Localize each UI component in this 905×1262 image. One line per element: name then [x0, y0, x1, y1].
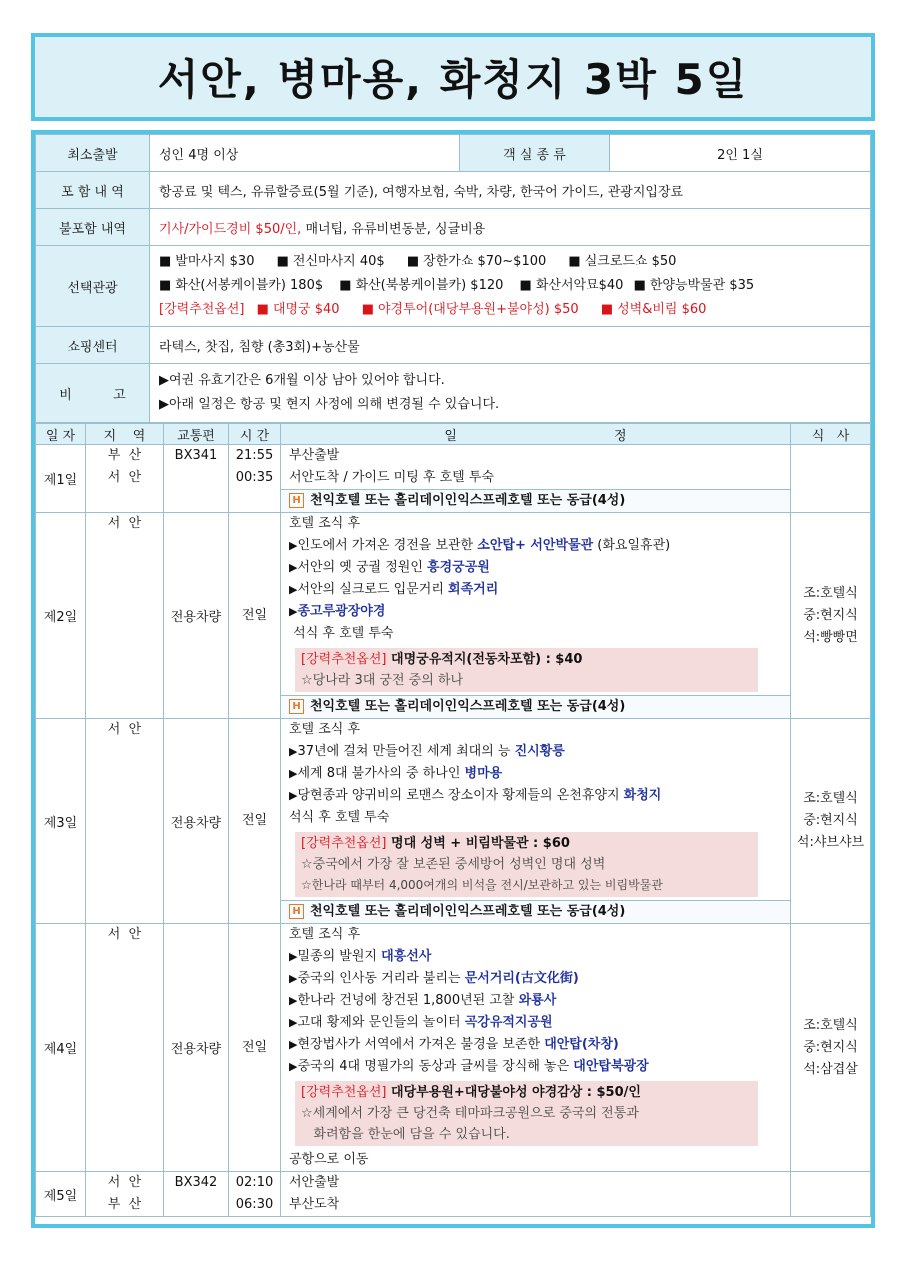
plan-line: 서안출발	[289, 1175, 340, 1190]
day-row-2	[36, 513, 871, 719]
bullet-text: 인도에서 가져온 경전을 보관한	[297, 538, 478, 553]
title-banner	[31, 33, 875, 121]
day-meal	[791, 924, 871, 1172]
col-time-header: 시 간	[229, 424, 281, 445]
bullet-text: 현장법사가 서역에서 가져온 불경을 보존한	[297, 1037, 545, 1052]
remark-line: ▶여권 유효기간은 6개월 이상 남아 있어야 합니다.	[159, 373, 445, 388]
day-plan	[281, 719, 791, 924]
region-name: 서 안	[107, 1175, 142, 1190]
plan-outro: 석식 후 호텔 투숙	[289, 626, 394, 641]
bullet-highlight: 흥경궁공원	[427, 560, 490, 575]
plan-intro: 호텔 조식 후	[289, 927, 361, 942]
day-time	[229, 445, 281, 513]
bullet-highlight: 종고루광장야경	[297, 604, 386, 619]
meal-item: 석:샤브샤브	[796, 835, 865, 850]
day-label: 제3일	[36, 719, 86, 924]
meal-item: 조:호텔식	[803, 1017, 858, 1033]
col-region-header: 지 역	[86, 424, 164, 445]
options-line-1	[159, 250, 870, 274]
plan-bullet	[289, 1034, 784, 1056]
plan-intro: 호텔 조식 후	[289, 722, 361, 737]
day-time: 전일	[229, 513, 281, 719]
options-label: 선택관광	[36, 246, 150, 327]
bullet-text: 당현종과 양귀비의 로맨스 장소이자 황제들의 온천휴양지	[297, 788, 624, 803]
day-region	[86, 924, 164, 1172]
hotel-text: 천익호텔 또는 홀리데이인익스프레호텔 또는 동급(4성)	[310, 493, 626, 508]
bullet-text: 밀종의 발원지	[297, 949, 382, 964]
option-item: ■ 성벽&비림 $60	[601, 302, 707, 317]
recommended-option-tag: [강력추천옵션]	[159, 302, 245, 317]
day-transport: 전용차량	[164, 719, 229, 924]
hotel-icon: H	[289, 493, 304, 508]
itinerary-frame	[31, 130, 875, 1228]
day-row-5	[36, 1172, 871, 1217]
time-value: 21:55	[235, 448, 274, 463]
info-table	[35, 134, 871, 423]
day-label: 제1일	[36, 445, 86, 513]
option-note: ☆세계에서 가장 큰 당건축 테마파크공원으로 중국의 전통과	[301, 1106, 639, 1121]
option-note: ☆중국에서 가장 잘 보존된 중세방어 성벽인 명대 성벽	[301, 857, 606, 872]
option-item: ■ 화산(서봉케이블카) 180$	[159, 278, 323, 293]
region-name: 서 안	[107, 470, 142, 485]
day-transport: 전용차량	[164, 924, 229, 1172]
bullet-highlight: 대흥선사	[381, 949, 432, 964]
included-label: 포 함 내 역	[36, 172, 150, 209]
plan-bullet	[289, 741, 784, 763]
bullet-text: 한나라 건넝에 창건된 1,800년된 고찰	[297, 993, 519, 1008]
day-label: 제4일	[36, 924, 86, 1172]
meal-item: 중:현지식	[803, 813, 858, 828]
bullet-highlight: 병마용	[464, 766, 503, 781]
bullet-text: 중국의 4대 명필가의 동상과 글씨를 장식해 놓은	[297, 1059, 574, 1074]
remark-line: ▶아래 일정은 항공 및 현지 사정에 의해 변경될 수 있습니다.	[159, 397, 500, 412]
bullet-highlight: 대안탑북광장	[573, 1059, 649, 1074]
min-departure-value: 성인 4명 이상	[150, 135, 460, 172]
schedule-table	[35, 423, 871, 1217]
option-item: ■ 전신마사지 40$	[277, 254, 385, 269]
bullet-highlight: 회족거리	[448, 582, 499, 597]
meal-item: 조:호텔식	[803, 585, 858, 601]
bullet-text: 37년에 걸쳐 만들어진 세계 최대의 능	[297, 744, 515, 759]
plan-line: 부산도착	[289, 1197, 340, 1212]
plan-bullet	[289, 785, 784, 807]
region-name: 부 산	[107, 448, 142, 463]
day-plan	[281, 924, 791, 1172]
included-value: 항공료 및 텍스, 유류할증료(5월 기준), 여행자보험, 숙박, 차량, 한국어 가이드, 관광지입장료	[150, 172, 871, 209]
option-item: ■ 발마사지 $30	[159, 254, 254, 269]
hotel-text: 천익호텔 또는 홀리데이인익스프레호텔 또는 동급(4성)	[310, 904, 626, 919]
time-value: 06:30	[235, 1197, 274, 1212]
excluded-rest-text: 매너팁, 유류비변동분, 싱글비용	[301, 221, 486, 237]
hotel-line	[281, 900, 790, 923]
options-line-2	[159, 274, 870, 298]
plan-bullet	[289, 579, 784, 601]
bullet-text: 고대 황제와 문인들의 놀이터	[297, 1015, 465, 1030]
day-row-3	[36, 719, 871, 924]
bullet-text: 서안의 옛 궁궐 정원인	[297, 560, 428, 575]
bullet-highlight: 진시황릉	[514, 744, 565, 759]
bullet-suffix: (화요일휴관)	[593, 538, 671, 553]
bullet-text: 중국의 인사동 거리라 불리는	[297, 971, 465, 986]
bullet-highlight: 소안탑+ 서안박물관	[477, 538, 594, 553]
day-label: 제2일	[36, 513, 86, 719]
region-name: 부 산	[107, 1197, 142, 1212]
region-name: 서 안	[107, 516, 142, 531]
room-type-value: 2인 1실	[610, 135, 871, 172]
col-meal-header: 식 사	[791, 424, 871, 445]
day-meal	[791, 719, 871, 924]
option-item: ■ 야경투어(대당부용원+불야성) $50	[362, 302, 579, 317]
meal-item: 중:현지식	[803, 607, 858, 623]
plan-bullet	[289, 557, 784, 579]
plan-bullet	[289, 763, 784, 785]
time-value: 02:10	[235, 1175, 274, 1190]
recommended-option-box	[295, 832, 758, 897]
shopping-value: 라텍스, 찻집, 침향 (총3회)+농산물	[150, 327, 871, 364]
hotel-icon: H	[289, 904, 304, 919]
region-name: 서 안	[107, 927, 142, 942]
min-departure-label: 최소출발	[36, 135, 150, 172]
day-region	[86, 1172, 164, 1217]
bullet-highlight: 와룡사	[518, 993, 557, 1008]
room-type-label: 객 실 종 류	[460, 135, 610, 172]
excluded-red-text: 기사/가이드경비 $50/인,	[159, 221, 302, 237]
day-meal	[791, 513, 871, 719]
bullet-highlight: 화청지	[623, 788, 662, 803]
day-plan	[281, 513, 791, 719]
plan-outro: 공항으로 이동	[289, 1152, 369, 1167]
bullet-highlight: 곡강유적지공원	[464, 1015, 553, 1030]
bullet-highlight: 대안탑(차창)	[544, 1037, 619, 1052]
recommended-option-box	[295, 648, 758, 692]
region-name: 서 안	[107, 722, 142, 737]
recommended-option-box	[295, 1081, 758, 1146]
excluded-label: 불포함 내역	[36, 209, 150, 246]
option-item: ■ 장한가쇼 $70~$100	[407, 254, 546, 269]
meal-item: 석:빵빵면	[803, 629, 858, 645]
day-meal	[791, 445, 871, 513]
plan-bullet	[289, 1056, 784, 1078]
plan-bullet	[289, 535, 784, 557]
plan-line: 부산출발	[289, 448, 340, 463]
option-tag: [강력추천옵션]	[301, 836, 387, 851]
day-time	[229, 1172, 281, 1217]
option-title: 명대 성벽 + 비림박물관 : $60	[386, 836, 570, 851]
day-plan	[281, 445, 791, 513]
option-tag: [강력추천옵션]	[301, 1085, 387, 1100]
meal-item: 중:현지식	[803, 1039, 858, 1055]
hotel-line	[281, 489, 790, 512]
option-item: ■ 화산(북봉케이블카) $120	[339, 278, 503, 293]
plan-bullet	[289, 946, 784, 968]
options-line-3	[159, 298, 870, 322]
meal-item: 석:삼겹살	[803, 1061, 858, 1077]
option-item: ■ 대명궁 $40	[257, 302, 340, 317]
option-note: 화려함을 한눈에 담을 수 있습니다.	[301, 1127, 510, 1142]
bullet-text: 세계 8대 불가사의 중 하나인	[297, 766, 465, 781]
day-label: 제5일	[36, 1172, 86, 1217]
plan-intro: 호텔 조식 후	[289, 516, 361, 531]
remarks-value	[150, 364, 871, 423]
day-transport: BX341	[164, 445, 229, 513]
option-title: 대당부용원+대당불야성 야경감상 : $50/인	[386, 1085, 641, 1100]
shopping-label: 쇼핑센터	[36, 327, 150, 364]
day-row-4	[36, 924, 871, 1172]
hotel-text: 천익호텔 또는 홀리데이인익스프레호텔 또는 동급(4성)	[310, 699, 626, 714]
plan-bullet	[289, 990, 784, 1012]
day-region	[86, 513, 164, 719]
hotel-line	[281, 695, 790, 718]
time-value: 00:35	[235, 470, 274, 485]
excluded-value	[150, 209, 871, 246]
plan-bullet	[289, 601, 784, 623]
col-transport-header: 교통편	[164, 424, 229, 445]
options-value	[150, 246, 871, 327]
day-row-1	[36, 445, 871, 513]
option-note: ☆당나라 3대 궁전 중의 하나	[301, 673, 464, 688]
bullet-highlight: 문서거리(古文化街)	[464, 971, 579, 986]
day-transport: BX342	[164, 1172, 229, 1217]
option-note: ☆한나라 때부터 4,000여개의 비석을 전시/보관하고 있는 비림박물관	[301, 878, 663, 892]
day-region	[86, 719, 164, 924]
day-region	[86, 445, 164, 513]
option-item: ■ 실크로드쇼 $50	[568, 254, 676, 269]
plan-bullet	[289, 968, 784, 990]
remarks-label: 비 고	[36, 364, 150, 423]
col-day-header: 일 자	[36, 424, 86, 445]
page-title: 서안, 병마용, 화청지 3박 5일	[157, 55, 749, 104]
plan-outro: 석식 후 호텔 투숙	[289, 810, 390, 825]
option-title: 대명궁유적지(전동차포함) : $40	[386, 652, 583, 667]
day-plan	[281, 1172, 791, 1217]
day-meal	[791, 1172, 871, 1217]
col-plan-header: 일 정	[281, 424, 791, 445]
hotel-icon: H	[289, 699, 304, 714]
day-transport: 전용차량	[164, 513, 229, 719]
plan-line: 서안도착 / 가이드 미팅 후 호텔 투숙	[289, 470, 494, 485]
plan-bullet	[289, 1012, 784, 1034]
option-item: ■ 화산서악묘$40	[520, 278, 624, 293]
option-tag: [강력추천옵션]	[301, 652, 387, 667]
day-time: 전일	[229, 924, 281, 1172]
day-time: 전일	[229, 719, 281, 924]
option-item: ■ 한양능박물관 $35	[634, 278, 755, 293]
meal-item: 조:호텔식	[803, 791, 858, 806]
bullet-text: 서안의 실크로드 입문거리	[297, 582, 449, 597]
